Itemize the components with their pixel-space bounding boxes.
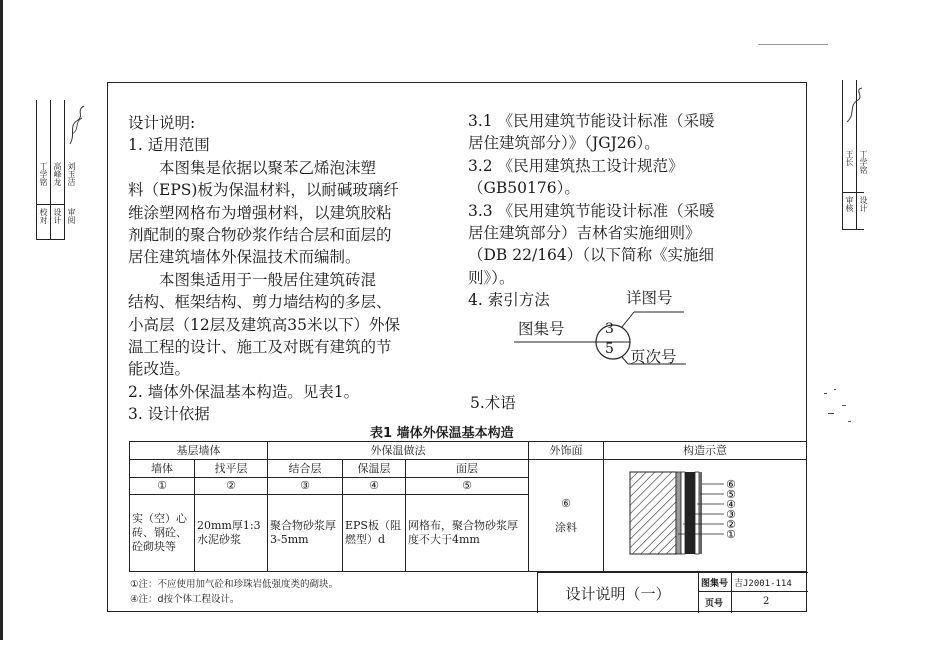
finish-layer: [699, 472, 702, 554]
paragraph-line: 居住建筑墙体外保温技术而编制。: [128, 248, 361, 267]
bonding-layer: [681, 472, 685, 554]
section-title: 5.术语: [470, 394, 516, 412]
column-header: 面层: [406, 460, 529, 478]
item-number: ④: [343, 478, 406, 495]
construction-diagram: [620, 464, 800, 568]
scan-speckle: [820, 385, 860, 425]
detail-number-label: 详图号: [626, 289, 673, 307]
stamp-name: 高峰龙: [53, 162, 62, 186]
paragraph-line: 本图集适用于一般居住建筑砖混: [159, 270, 377, 289]
signature-stamp-right: [838, 80, 868, 230]
item-number: ②: [195, 478, 268, 495]
section-title: 3. 设计依据: [128, 405, 210, 424]
signature-stamp-left: [36, 100, 82, 240]
wall-layer: [630, 472, 676, 554]
paragraph-line: 温工程的设计、施工及对既有建筑的节: [128, 338, 392, 357]
index-page-number: 5: [605, 341, 614, 357]
column-header: 墙体: [130, 460, 195, 478]
stamp-label: 审阅: [67, 208, 76, 224]
diagram-label: ②: [726, 518, 736, 531]
atlas-number-caption: 图集号: [701, 579, 729, 589]
diagram-label: ④: [726, 498, 736, 511]
diagram-label: ⑥: [726, 478, 736, 491]
mesh-layer: [695, 472, 699, 554]
reference-line: 居住建筑部分）吉林省实施细则》: [468, 224, 701, 243]
note-line: ④注：d按个体工程设计。: [130, 594, 240, 605]
stamp-label: 设计: [53, 208, 62, 224]
paragraph-line: 维涂塑网格布为增强材料，以建筑胶粘: [128, 203, 392, 222]
page-number-label: 页次号: [630, 348, 677, 366]
index-symbol: [510, 300, 690, 370]
stamp-label: 审核: [845, 196, 854, 212]
reference-line: （GB50176）。: [468, 179, 580, 198]
item-number: ⑥: [561, 496, 571, 510]
paragraph-line: 剂配制的聚合物砂浆作结合层和面层的: [128, 226, 392, 245]
left-column: [128, 112, 400, 426]
note-line: ①注：不应使用加气砼和珍珠岩低强度类的砌块。: [130, 579, 339, 590]
group-header: 外饰面: [529, 442, 604, 460]
section-title: 1. 适用范围: [128, 136, 210, 155]
stamp-name: 丁学铭: [859, 150, 868, 174]
table-cell: 网格布，聚合物砂浆厚度不大于4mm: [406, 495, 529, 572]
paragraph-line: 结构、框架结构、剪力墙结构的多层、: [128, 293, 392, 312]
reference-line: 则》）。: [468, 268, 515, 287]
reference-line: 3.2 《民用建筑热工设计规范》: [468, 156, 684, 175]
stamp-name: 丁学铭: [39, 162, 48, 186]
construction-table: [129, 441, 529, 572]
item-number: ③: [268, 478, 343, 495]
column-header: 结合层: [268, 460, 343, 478]
signature-scribble: [844, 86, 866, 126]
group-header: 外保温做法: [268, 442, 529, 460]
paragraph-line: 小高层（12层及建筑高35米以下）外保: [128, 315, 400, 334]
reference-line: 居住建筑部分）》（JGJ26）。: [468, 134, 660, 153]
stamp-name: 刘玉洁: [67, 162, 76, 186]
paragraph-line: 料（EPS)板为保温材料，以耐碱玻璃纤: [128, 181, 399, 200]
leveling-layer: [676, 472, 681, 554]
finish-column: [528, 441, 604, 572]
stamp-name: 王长: [845, 150, 854, 166]
section-heading: 设计说明:: [128, 114, 196, 132]
right-column: [468, 110, 715, 312]
table-cell: 聚合物砂浆厚3-5mm: [268, 495, 343, 572]
group-header: 构造示意: [604, 442, 807, 460]
item-number: ⑤: [406, 478, 529, 495]
section-title: 4. 索引方法: [468, 291, 550, 310]
table-title: 表1 墙体外保温基本构造: [370, 426, 514, 441]
item-number: ①: [130, 478, 195, 495]
insulation-layer: [685, 472, 695, 554]
atlas-number-value: 吉J2001-114: [734, 579, 792, 589]
column-header: 找平层: [195, 460, 268, 478]
atlas-number-label: 图集号: [518, 320, 565, 338]
table-cell: EPS板（阻燃型）d: [343, 495, 406, 572]
page-number-value: 2: [763, 596, 770, 607]
stamp-label: 校对: [39, 208, 48, 224]
diagram-label: ③: [726, 508, 736, 521]
group-header: 基层墙体: [130, 442, 268, 460]
table-cell: 实（空）心砖、钢砼、砼砌块等: [130, 495, 195, 572]
reference-line: （DB 22/164）（以下简称《实施细: [468, 246, 715, 265]
diagram-label: ①: [726, 528, 736, 541]
page-number-caption: 页号: [705, 599, 724, 609]
reference-line: 3.1 《民用建筑节能设计标准（采暖: [468, 112, 715, 130]
reference-line: 3.3 《民用建筑节能设计标准（采暖: [468, 201, 715, 220]
paragraph-line: 本图集是依据以聚苯乙烯泡沫塑: [159, 158, 377, 177]
finish-cell: [529, 460, 604, 572]
table-cell: 20mm厚1:3水泥砂浆: [195, 495, 268, 572]
title-block: [537, 572, 808, 613]
diagram-label: ⑤: [726, 488, 736, 501]
section-title: 2. 墙体外保温基本构造。见表1。: [128, 382, 360, 401]
index-detail-number: 3: [605, 321, 614, 337]
scan-edge: [0, 0, 3, 640]
signature-scribble: [66, 104, 90, 148]
finish-value: 涂料: [555, 520, 577, 534]
column-header: 保温层: [343, 460, 406, 478]
stamp-label: 设计: [859, 196, 868, 212]
drawing-title: 设计说明（一）: [565, 584, 671, 603]
scan-line: [758, 44, 828, 45]
paragraph-line: 能改造。: [128, 360, 191, 379]
